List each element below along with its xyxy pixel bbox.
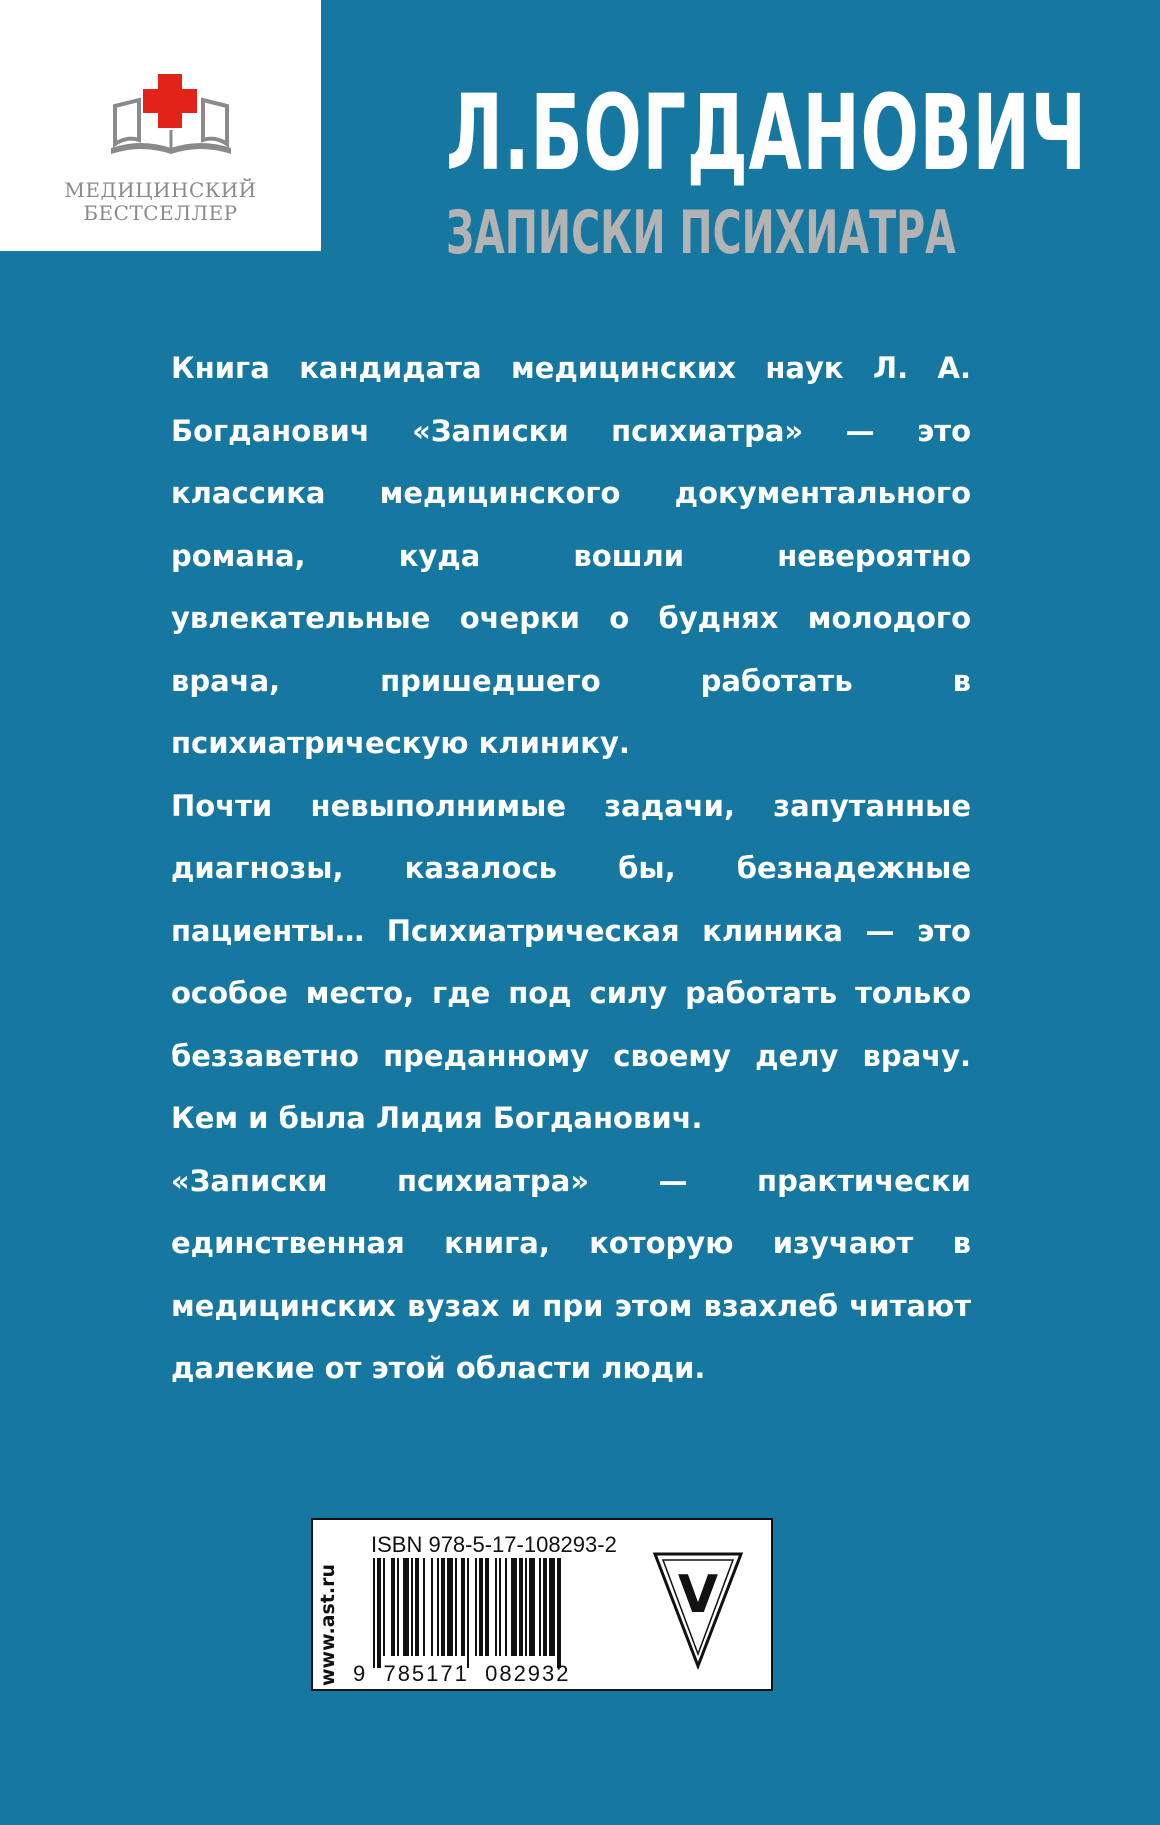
annotation-paragraph-2: Почти невыполнимые задачи, запутанные диагнозы, казалось бы, безнадежные пациенты… Психиатрическая клиника — это особое место, где под силу работать только беззаветно преданному своему делу врачу. Кем и была Лидия Богданович. <box>171 788 971 1135</box>
logo-panel <box>0 0 321 251</box>
logo-line-2: БЕСТСЕЛЛЕР <box>83 201 238 225</box>
barcode-digits: 9 785171 082932 <box>353 1661 571 1686</box>
barcode-icon <box>371 1558 629 1668</box>
book-title: ЗАПИСКИ ПСИХИАТРА <box>446 198 956 268</box>
publisher-website: www.ast.ru <box>317 1564 339 1686</box>
age-badge-letter: V <box>677 1565 719 1625</box>
annotation-text <box>171 337 971 1400</box>
annotation-paragraph-1: Книга кандидата медицинских наук Л. А. Богданович «Записки психиатра» — это классика медицинского документального романа, куда вошли невероятно увлекательные очерки о буднях молодого врача, пришедшего работать в психиатрическую клинику. <box>171 351 971 760</box>
annotation-paragraph-3: «Записки психиатра» — практически единственная книга, которую изучают в медицинских вузах и при этом взахлеб читают далекие от этой области люди. <box>171 1163 971 1385</box>
triangle-v-badge-icon <box>653 1550 743 1670</box>
author-name: Л.БОГДАНОВИЧ <box>446 72 1087 194</box>
barcode-block <box>311 1518 773 1691</box>
isbn-number: ISBN 978-5-17-108293-2 <box>371 1532 617 1557</box>
logo-line-1: МЕДИЦИНСКИЙ <box>64 178 257 202</box>
book-with-red-cross-icon <box>111 74 231 158</box>
